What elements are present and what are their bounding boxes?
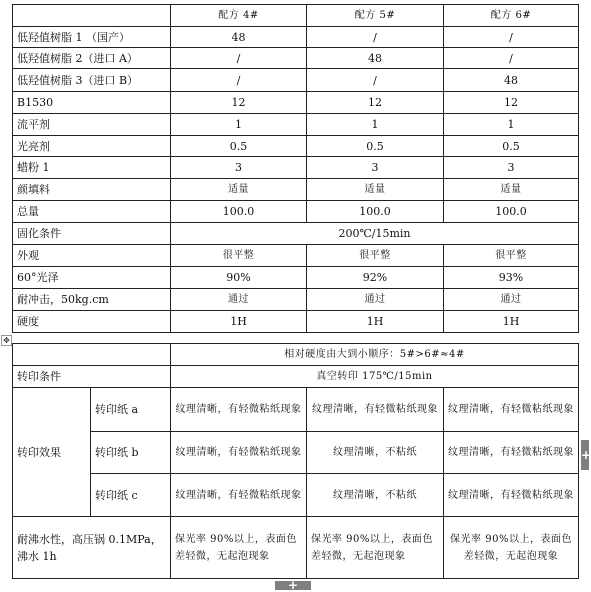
cell: 纹理清晰，不粘纸: [307, 432, 444, 474]
cell: 保光率 90%以上，表面色差轻微，无起泡现象: [307, 517, 444, 579]
row-label: 硬度: [13, 311, 171, 333]
table-row: [13, 27, 579, 48]
cell: 保光率 90%以上，表面色差轻微，无起泡现象: [171, 517, 307, 579]
table-row: [13, 92, 579, 114]
hardness-note-row: [13, 344, 579, 366]
row-label: 耐冲击，50kg.cm: [13, 289, 171, 311]
blank-cell: [13, 344, 171, 366]
cell: 通过: [307, 289, 444, 311]
cell: 很平整: [171, 245, 307, 267]
row-label: B1530: [13, 92, 171, 114]
paper-label: 转印纸 b: [91, 432, 171, 474]
transfer-condition-label: 转印条件: [13, 366, 171, 388]
cell: 100.0: [444, 201, 579, 223]
cell: 1H: [171, 311, 307, 333]
cell: 48: [307, 48, 444, 69]
cell: 纹理清晰，不粘纸: [307, 474, 444, 517]
cure-condition-row: [13, 223, 579, 245]
cell: 纹理清晰，有轻微粘纸现象: [444, 388, 579, 432]
cell: 保光率 90%以上，表面色差轻微，无起泡现象: [444, 517, 579, 579]
table-header-row: [13, 5, 579, 27]
header-blank: [13, 5, 171, 27]
row-label: 外观: [13, 245, 171, 267]
row-label: 低羟值树脂 1 （国产）: [13, 27, 171, 48]
table-row: [13, 432, 579, 474]
add-column-icon[interactable]: +: [581, 440, 589, 470]
row-label: 颜填料: [13, 179, 171, 201]
cell: 12: [171, 92, 307, 114]
add-row-icon[interactable]: +: [275, 581, 311, 590]
cell: /: [171, 69, 307, 92]
row-label: 低羟值树脂 3（进口 B）: [13, 69, 171, 92]
cell: 100.0: [307, 201, 444, 223]
cell: 纹理清晰，有轻微粘纸现象: [444, 474, 579, 517]
cure-condition-label: 固化条件: [13, 223, 171, 245]
cell: 很平整: [444, 245, 579, 267]
cell: 0.5: [307, 136, 444, 157]
header-formula-5: 配方 5#: [307, 5, 444, 27]
cell: 纹理清晰，有轻微粘纸现象: [171, 432, 307, 474]
cell: 0.5: [171, 136, 307, 157]
table-row: [13, 245, 579, 267]
cell: /: [307, 69, 444, 92]
cell: 1H: [444, 311, 579, 333]
transfer-test-table: [12, 343, 579, 579]
cell: 3: [171, 157, 307, 179]
cell: 通过: [171, 289, 307, 311]
table-row: [13, 69, 579, 92]
row-label: 总量: [13, 201, 171, 223]
boil-test-row: [13, 517, 579, 579]
cell: 0.5: [444, 136, 579, 157]
cell: 通过: [444, 289, 579, 311]
cell: 适量: [171, 179, 307, 201]
table-row: [13, 179, 579, 201]
cell: 适量: [307, 179, 444, 201]
cell: 12: [444, 92, 579, 114]
cell: 纹理清晰，有轻微粘纸现象: [171, 474, 307, 517]
cell: 12: [307, 92, 444, 114]
hardness-order-note: 相对硬度由大到小顺序：5#>6#≈4#: [171, 344, 579, 366]
cure-condition-value: 200℃/15min: [171, 223, 579, 245]
cell: /: [307, 27, 444, 48]
header-formula-4: 配方 4#: [171, 5, 307, 27]
cell: 1: [171, 114, 307, 136]
cell: 90%: [171, 267, 307, 289]
table-row: [13, 157, 579, 179]
paper-label: 转印纸 a: [91, 388, 171, 432]
cell: 92%: [307, 267, 444, 289]
row-label: 光亮剂: [13, 136, 171, 157]
formulation-table: [12, 4, 579, 333]
transfer-condition-row: [13, 366, 579, 388]
table-row: [13, 201, 579, 223]
cell: 1: [307, 114, 444, 136]
cell: 3: [307, 157, 444, 179]
cell: 93%: [444, 267, 579, 289]
row-label: 低羟值树脂 2（进口 A）: [13, 48, 171, 69]
cell: /: [444, 48, 579, 69]
table-row: [13, 311, 579, 333]
cell: /: [171, 48, 307, 69]
transfer-condition-value: 真空转印 175℃/15min: [171, 366, 579, 388]
table-row: [13, 474, 579, 517]
row-label: 流平剂: [13, 114, 171, 136]
row-label: 60°光泽: [13, 267, 171, 289]
row-label: 蜡粉 1: [13, 157, 171, 179]
transfer-effect-label: 转印效果: [13, 388, 91, 517]
cell: 3: [444, 157, 579, 179]
table-row: [13, 114, 579, 136]
table-row: [13, 289, 579, 311]
cell: 很平整: [307, 245, 444, 267]
paper-label: 转印纸 c: [91, 474, 171, 517]
cell: 1: [444, 114, 579, 136]
table-row: [13, 267, 579, 289]
cell: 48: [171, 27, 307, 48]
table-row: [13, 136, 579, 157]
cell: 适量: [444, 179, 579, 201]
table-row: [13, 388, 579, 432]
cell: 100.0: [171, 201, 307, 223]
cell: /: [444, 27, 579, 48]
table-row: [13, 48, 579, 69]
cell: 48: [444, 69, 579, 92]
cell: 纹理清晰，有轻微粘纸现象: [444, 432, 579, 474]
cell: 1H: [307, 311, 444, 333]
cell: 纹理清晰，有轻微粘纸现象: [171, 388, 307, 432]
table-move-handle-icon[interactable]: ✥: [1, 335, 12, 346]
header-formula-6: 配方 6#: [444, 5, 579, 27]
boil-test-label: 耐沸水性，高压锅 0.1MPa，沸水 1h: [13, 517, 171, 579]
cell: 纹理清晰，有轻微粘纸现象: [307, 388, 444, 432]
